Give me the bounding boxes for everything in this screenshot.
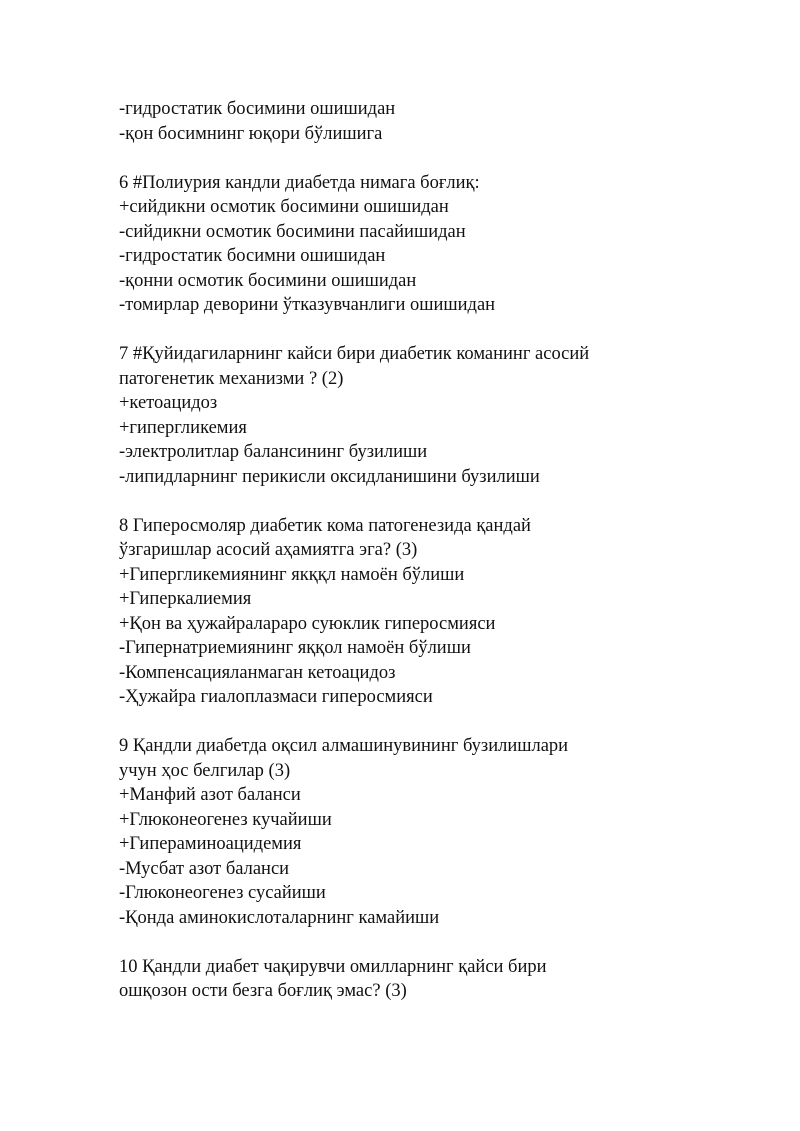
- answer-option: -липидларнинг перикисли оксидланишини бузилиши: [119, 466, 540, 487]
- paragraph-gap: [119, 489, 759, 514]
- answer-option: +гипергликемия: [119, 417, 247, 438]
- answer-option: +Қон ва ҳужайралараро суюклик гиперосмияси: [119, 613, 496, 634]
- question-text: учун ҳос белгилар (3): [119, 760, 291, 781]
- answer-option: -сийдикни осмотик босимини пасайишидан: [119, 221, 466, 242]
- answer-option: -гидростатик босимини ошишидан: [119, 99, 396, 119]
- document-page: [119, 97, 759, 1004]
- question-10: [119, 955, 759, 1004]
- answer-option: +Гипергликемиянинг якққл намоён бўлиши: [119, 564, 465, 585]
- question-text: 7 #Қуйидагиларнинг кайси бири диабетик команинг асосий: [119, 344, 590, 364]
- question-text: 6 #Полиурия кандли диабетда нимага боғлиқ:: [119, 172, 480, 193]
- answer-option: -қонни осмотик босимини ошишидан: [119, 270, 417, 291]
- question-8: [119, 514, 759, 710]
- answer-option: -гидростатик босимни ошишидан: [119, 246, 386, 266]
- answer-option: -Компенсацияланмаган кетоацидоз: [119, 662, 396, 683]
- paragraph-gap: [119, 318, 759, 343]
- question-6: [119, 171, 759, 318]
- paragraph-gap: [119, 710, 759, 735]
- answer-option: +Гиперкалиемия: [119, 589, 252, 609]
- question-text: 10 Қандли диабет чақирувчи омилларнинг қайси бири: [119, 956, 547, 977]
- answer-option: -томирлар деворини ўтказувчанлиги ошишидан: [119, 295, 496, 315]
- answer-option: -Мусбат азот баланси: [119, 858, 290, 879]
- answer-option: +Манфий азот баланси: [119, 785, 301, 805]
- question-9: [119, 734, 759, 930]
- answer-option: -электролитлар балансининг бузилиши: [119, 442, 428, 462]
- question-text: ўзгаришлар асосий аҳамиятга эга? (3): [119, 540, 418, 560]
- intro-block: [119, 97, 759, 146]
- answer-option: +кетоацидоз: [119, 393, 218, 413]
- answer-option: -Қонда аминокислоталарнинг камайиши: [119, 907, 440, 928]
- question-7: [119, 342, 759, 489]
- question-text: ошқозон ости безга боғлиқ эмас? (3): [119, 981, 407, 1001]
- question-text: патогенетик механизми ? (2): [119, 368, 344, 389]
- paragraph-gap: [119, 146, 759, 171]
- question-text: 9 Қандли диабетда оқсил алмашинувининг бузилишлари: [119, 736, 569, 756]
- answer-option: +Гипераминоацидемия: [119, 834, 302, 854]
- answer-option: +Глюконеогенез кучайиши: [119, 809, 332, 830]
- question-text: 8 Гиперосмоляр диабетик кома патогенезида қандай: [119, 515, 531, 536]
- answer-option: -Ҳужайра гиалоплазмаси гиперосмияси: [119, 687, 433, 707]
- answer-option: -қон босимнинг юқори бўлишига: [119, 123, 383, 144]
- answer-option: -Гипернатриемиянинг яққол намоён бўлиши: [119, 638, 471, 658]
- answer-option: -Глюконеогенез сусайиши: [119, 883, 326, 903]
- answer-option: +сийдикни осмотик босимини ошишидан: [119, 197, 449, 217]
- paragraph-gap: [119, 930, 759, 955]
